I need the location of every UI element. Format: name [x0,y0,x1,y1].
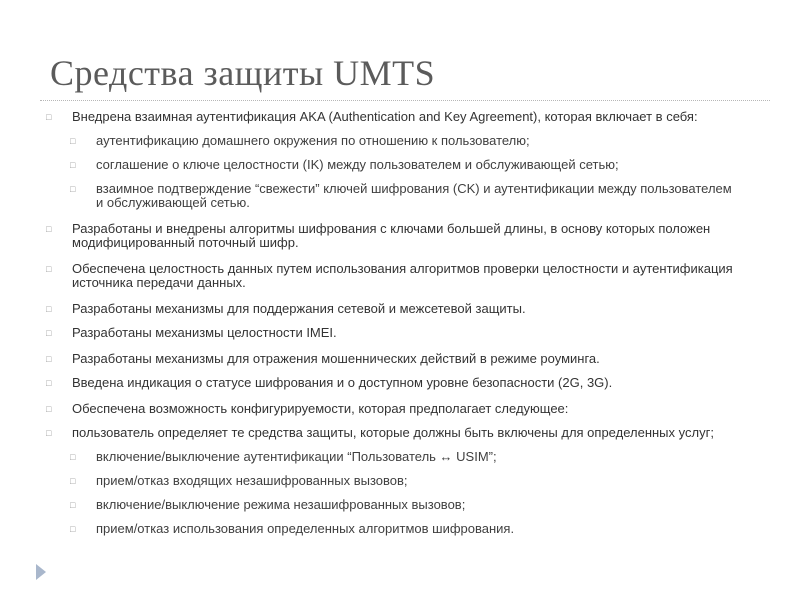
bullet-icon: □ [70,524,76,534]
bullet-icon: □ [70,184,76,194]
bullet-icon: □ [46,304,52,314]
bullet-icon: □ [70,476,76,486]
list-item-text: Обеспечена возможность конфигурируемости, которая предполагает следующее: [72,401,569,416]
bullet-icon: □ [70,500,76,510]
bullet-icon: □ [46,224,52,234]
slide-title: Средства защиты UMTS [50,53,436,93]
bullet-icon: □ [70,452,76,462]
bullet-icon: □ [70,136,76,146]
list-item-text: Разработаны и внедрены алгоритмы шифрования с ключами большей длины, в основу которых положен модифицированный поточный шифр. [72,221,711,250]
list-item-text: Внедрена взаимная аутентификация AKA (Authentication and Key Agreement), которая включает в себя: [72,109,698,124]
list-item-text: пользователь определяет те средства защиты, которые должны быть включены для определенных услуг; [72,425,714,440]
list-item-text: прием/отказ входящих незашифрованных вызовов; [96,473,408,488]
list-item-text: Разработаны механизмы для поддержания сетевой и межсетевой защиты. [72,301,526,316]
bullet-icon: □ [46,378,52,388]
bullet-icon: □ [46,404,52,414]
bullet-icon: □ [70,160,76,170]
list-item-text: соглашение о ключе целостности (IK) между пользователем и обслуживающей сетью; [96,157,619,172]
list-item-text: взаимное подтверждение “свежести” ключей шифрования (CK) и аутентификации между пользователем и обслуживающей сетью. [96,181,732,210]
list-item-text: Разработаны механизмы целостности IMEI. [72,325,337,340]
list-item-text: Разработаны механизмы для отражения мошеннических действий в режиме роуминга. [72,351,600,366]
bullet-icon: □ [46,264,52,274]
list-item-text: Введена индикация о статусе шифрования и о доступном уровне безопасности (2G, 3G). [72,375,613,390]
next-slide-arrow-icon[interactable] [36,564,46,580]
bullet-icon: □ [46,428,52,438]
list-item-text: прием/отказ использования определенных алгоритмов шифрования. [96,521,515,536]
list-item-text: аутентификацию домашнего окружения по отношению к пользователю; [96,133,530,148]
list-item-text: включение/выключение режима незашифрованных вызовов; [96,497,466,512]
bullet-icon: □ [46,112,52,122]
bullet-icon: □ [46,354,52,364]
bullet-icon: □ [46,328,52,338]
list-item-text: Обеспечена целостность данных путем использования алгоритмов проверки целостности и аутентификация источника передачи данных. [72,261,733,290]
list-item-text: включение/выключение аутентификации “Пользователь ↔ USIM”; [96,449,497,464]
